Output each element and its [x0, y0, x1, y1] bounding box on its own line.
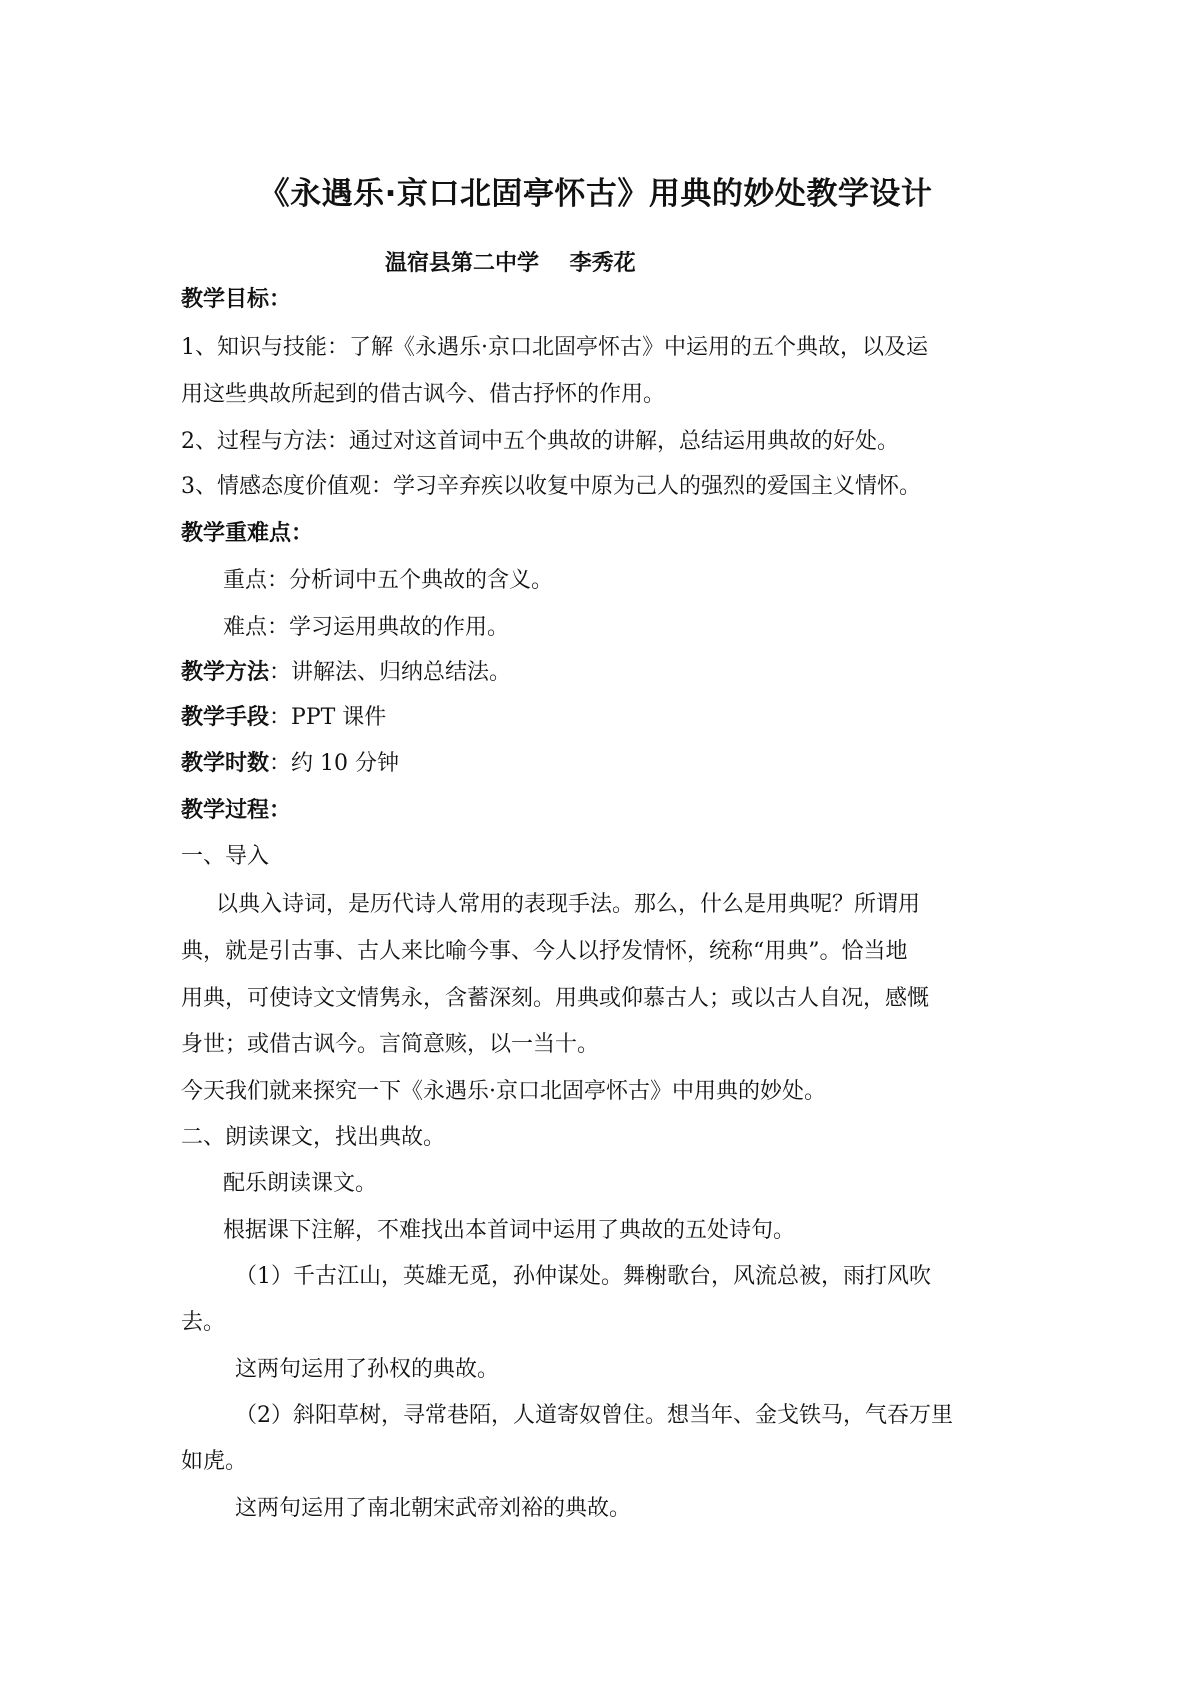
means-label: 教学手段 — [181, 705, 270, 730]
allusion-1-line-2: 去。 — [181, 1310, 226, 1335]
author-line: 温宿县第二中学 李秀花 — [385, 251, 636, 276]
difficult-point: 难点：学习运用典故的作用。 — [223, 615, 510, 640]
intro-paragraph-line-3: 用典，可使诗文文情隽永，含蓄深刻。用典或仰慕古人；或以古人自况，感慨 — [181, 986, 930, 1011]
section-1-heading: 一、导入 — [181, 844, 270, 869]
method-label: 教学方法 — [181, 660, 270, 685]
objective-1-line-1: 1、知识与技能：了解《永遇乐·京口北固亭怀古》中运用的五个典故，以及运 — [181, 335, 928, 360]
section-2-intro: 根据课下注解，不难找出本首词中运用了典故的五处诗句。 — [223, 1218, 796, 1243]
process-heading: 教学过程： — [181, 798, 292, 823]
key-points-heading: 教学重难点： — [181, 521, 314, 546]
intro-paragraph-line-2: 典，就是引古事、古人来比喻今事、今人以抒发情怀，统称“用典”。恰当地 — [181, 939, 908, 964]
duration-value: ：约 10 分钟 — [269, 751, 399, 776]
intro-paragraph-line-5: 今天我们就来探究一下《永遇乐·京口北固亭怀古》中用典的妙处。 — [181, 1079, 826, 1104]
allusion-2-line-1: （2）斜阳草树，寻常巷陌，人道寄奴曾住。想当年、金戈铁马，气吞万里 — [235, 1403, 953, 1428]
document-title: 《永遇乐·京口北固亭怀古》用典的妙处教学设计 — [258, 176, 933, 212]
key-point: 重点：分析词中五个典故的含义。 — [223, 568, 554, 593]
allusion-2-note: 这两句运用了南北朝宋武帝刘裕的典故。 — [235, 1496, 632, 1521]
duration-label: 教学时数 — [181, 751, 270, 776]
allusion-2-line-2: 如虎。 — [181, 1449, 248, 1474]
objective-1-line-2: 用这些典故所起到的借古讽今、借古抒怀的作用。 — [181, 382, 666, 407]
allusion-1-note: 这两句运用了孙权的典故。 — [235, 1357, 500, 1382]
means-line — [181, 703, 386, 733]
intro-paragraph-line-4: 身世；或借古讽今。言简意赅，以一当十。 — [181, 1032, 600, 1057]
objective-2: 2、过程与方法：通过对这首词中五个典故的讲解，总结运用典故的好处。 — [181, 429, 899, 454]
method-value: ：讲解法、归纳总结法。 — [269, 660, 512, 685]
objective-3: 3、情感态度价值观：学习辛弃疾以收复中原为己人的强烈的爱国主义情怀。 — [181, 474, 921, 499]
means-value: ：PPT 课件 — [269, 705, 387, 730]
method-line — [181, 658, 511, 688]
duration-line — [181, 749, 399, 779]
intro-paragraph-line-1: 以典入诗词，是历代诗人常用的表现手法。那么，什么是用典呢？所谓用 — [216, 892, 921, 917]
read-aloud-line: 配乐朗读课文。 — [223, 1171, 378, 1196]
objectives-heading: 教学目标： — [181, 287, 292, 312]
allusion-1-line-1: （1）千古江山，英雄无觅，孙仲谋处。舞榭歌台，风流总被，雨打风吹 — [235, 1264, 931, 1289]
section-2-heading: 二、朗读课文，找出典故。 — [181, 1125, 446, 1150]
